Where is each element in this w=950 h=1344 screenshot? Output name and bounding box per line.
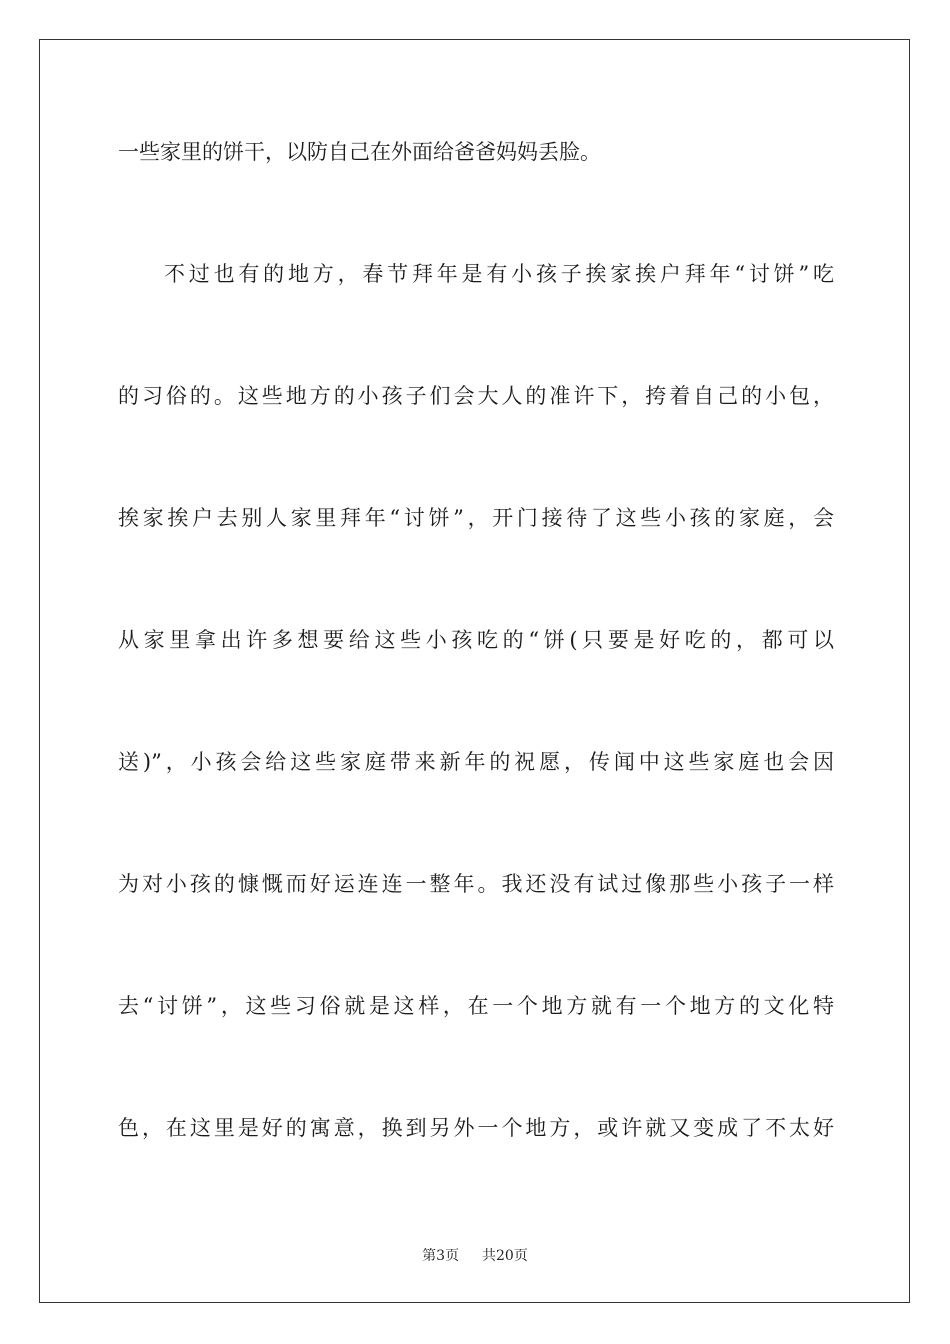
page-number: 第3页 — [422, 1248, 460, 1264]
body-text-line: 从家里拿出许多想要给这些小孩吃的“饼(只要是好吃的，都可以 — [118, 628, 834, 652]
body-text-line: 不过也有的地方，春节拜年是有小孩子挨家挨户拜年“讨饼”吃 — [164, 262, 834, 286]
body-text-line: 为对小孩的慷慨而好运连连一整年。我还没有试过像那些小孩子一样 — [118, 872, 834, 896]
body-text-line: 送)”，小孩会给这些家庭带来新年的祝愿，传闻中这些家庭也会因 — [118, 750, 834, 774]
body-text-line: 一些家里的饼干，以防自己在外面给爸爸妈妈丢脸。 — [118, 140, 601, 164]
body-text-line: 的习俗的。这些地方的小孩子们会大人的准许下，挎着自己的小包， — [118, 384, 834, 408]
page-total: 共20页 — [482, 1248, 528, 1264]
body-text-line: 去“讨饼”，这些习俗就是这样，在一个地方就有一个地方的文化特 — [118, 994, 834, 1018]
page-footer — [0, 1245, 950, 1265]
body-text-line: 挨家挨户去别人家里拜年“讨饼”，开门接待了这些小孩的家庭，会 — [118, 506, 834, 530]
body-text-line: 色，在这里是好的寓意，换到另外一个地方，或许就又变成了不太好 — [118, 1116, 834, 1140]
